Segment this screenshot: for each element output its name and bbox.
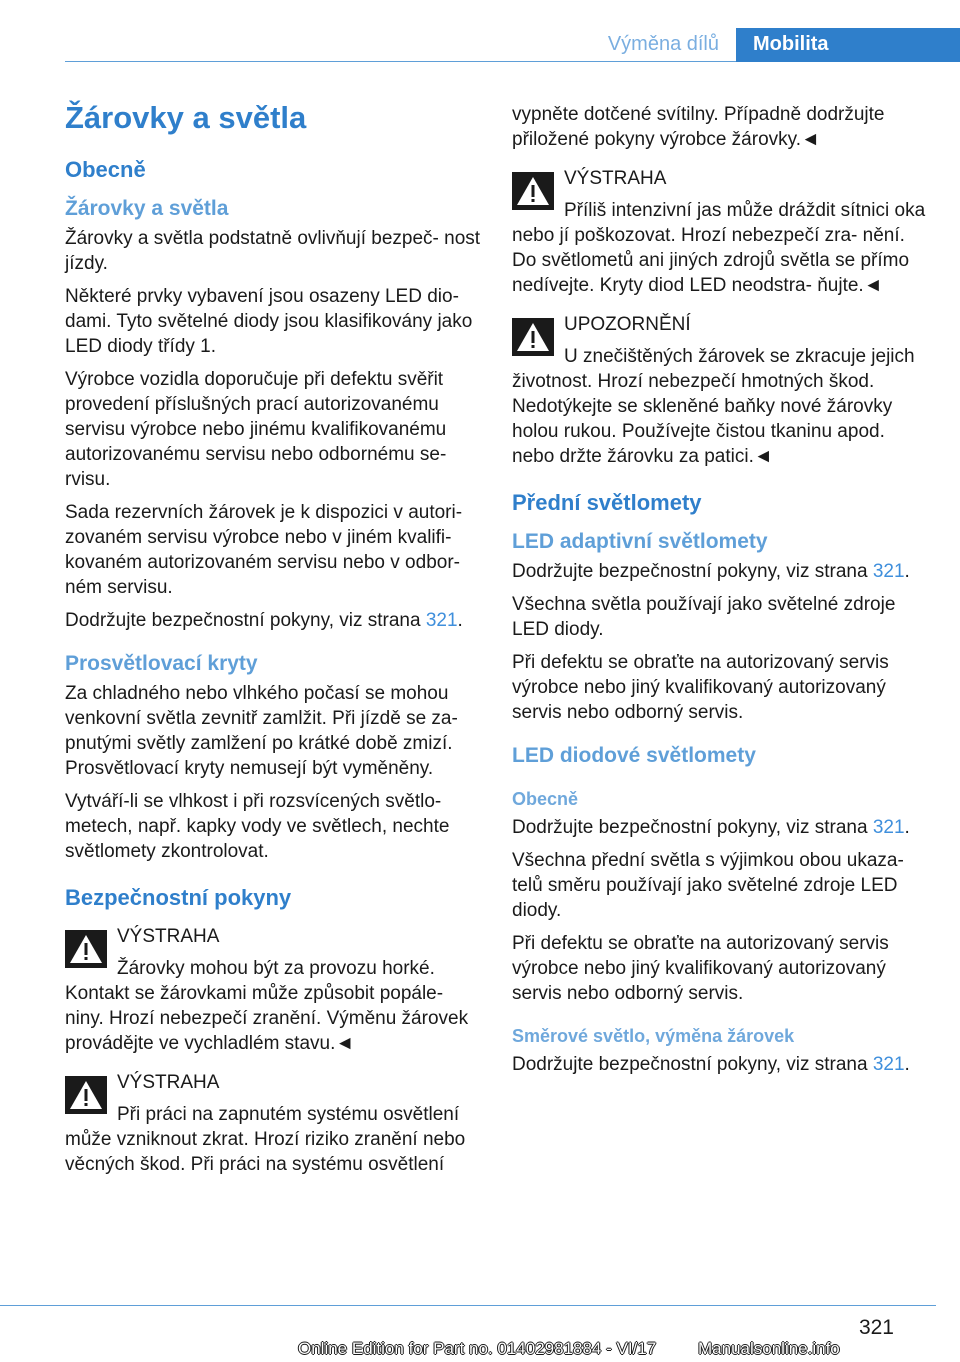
warning-triangle-icon [65,930,107,968]
page-link[interactable]: 321 [872,1054,905,1075]
heading-turn-signal: Směrové světlo, výměna žárovek [512,1026,795,1046]
paragraph-with-link: Dodržujte bezpečnostní pokyny, viz strana 321. [512,561,910,582]
paragraph: Některé prvky vybavení jsou osazeny LED dio‐ dami. Tyto světelné diody jsou klasifikovány jako LED diody třídy 1. [65,286,473,357]
paragraph: Sada rezervních žárovek je k dispozici v autori‐ zovaném servisu výrobce nebo v jiném kvalifi‐ kovaném autorizovaném servisu nebo v odbor‐ ném servisu. [65,502,463,598]
warning-block [65,924,483,1056]
paragraph: Všechna světla používají jako světelné zdroje LED diody. [512,594,896,640]
paragraph: Za chladného nebo vlhkého počasí se mohou venkovní světla zevnitř zamlžit. Při jízdě se za‐ pnutými světly zamlžení po krátké době zmizí. Prosvětlovací kryty nemusejí být vyměněny. [65,683,458,779]
page-title: Žárovky a světla [65,100,307,135]
notice-text: U znečištěných žárovek se zkracuje jejich životnost. Hrozí nebezpečí hmotných škod. Nedotýkejte se skleněné baňky nové žárovky holou rukou. Používejte čistou tkaninu apod. nebo držte žárovku za patici.◄ [512,346,915,467]
notice-title: UPOZORNĚNÍ [564,314,691,335]
paragraph-text: Dodržujte bezpečnostní pokyny, viz strana [512,1054,868,1075]
header-section-tab[interactable]: Výměna dílů [607,33,719,55]
heading-bulbs: Žárovky a světla [65,197,229,220]
warning-triangle-icon [512,318,554,356]
watermark: Manualsonline.info [698,1339,840,1358]
warning-triangle-icon [512,172,554,210]
page-number: 321 [858,1316,894,1339]
warning-title: VÝSTRAHA [117,926,220,947]
paragraph-with-link: Dodržujte bezpečnostní pokyny, viz strana 321. [512,817,910,838]
header-chapter-tab[interactable]: Mobilita [736,28,960,62]
footer-rule [0,1305,936,1306]
paragraph: Vytváří-li se vlhkost i při rozsvícených světlo‐ metech, např. kapky vody ve světlech, nechte světlomety zkontrolovat. [65,791,450,862]
heading-front-lights: Přední světlomety [512,490,702,515]
warning-title: VÝSTRAHA [564,168,667,189]
warning-text: Při práci na zapnutém systému osvětlení může vzniknout zkrat. Hrozí riziko zranění nebo věcných škod. Při práci na systému osvětlení [65,1104,466,1175]
paragraph: Při defektu se obraťte na autorizovaný servis výrobce nebo jiný kvalifikovaný autorizovaný servis nebo odborný servis. [512,652,889,723]
warning-title: VÝSTRAHA [117,1072,220,1093]
paragraph: Žárovky a světla podstatně ovlivňují bezpeč‐ nost jízdy. [65,228,481,274]
paragraph-with-link: Dodržujte bezpečnostní pokyny, viz strana 321. [512,1054,910,1075]
edition-label: Online Edition for Part no. 01402981884 - VI/17 [298,1339,657,1358]
warning-triangle-icon [65,1076,107,1114]
warning-block [65,1070,483,1177]
paragraph: Všechna přední světla s výjimkou obou ukaza‐ telů směru používají jako světelné zdroje LED diody. [512,850,904,921]
notice-block [512,312,932,469]
heading-led-diode: LED diodové světlomety [512,744,756,767]
warning-block [512,166,932,298]
warning-text: Příliš intenzivní jas může dráždit sítnici oka nebo jí poškozovat. Hrozí nebezpečí zra‐ nění. Do světlometů ani jiných zdrojů světla se přímo nedívejte. Kryty diod LED neodstra‐ ňujte.◄ [512,200,926,296]
page-link[interactable]: 321 [425,610,458,631]
paragraph-with-link: Dodržujte bezpečnostní pokyny, viz strana 321. [65,610,463,631]
page-link[interactable]: 321 [872,561,905,582]
warning-text: Žárovky mohou být za provozu horké. Kontakt se žárovkami může způsobit popále‐ niny. Hrozí nebezpečí zranění. Výměnu žárovek provádějte ve vychladlém stavu.◄ [65,958,469,1054]
paragraph-text: Dodržujte bezpečnostní pokyny, viz strana [65,610,421,631]
page-link[interactable]: 321 [872,817,905,838]
paragraph-text: Dodržujte bezpečnostní pokyny, viz strana [512,561,868,582]
paragraph: Výrobce vozidla doporučuje při defektu svěřit provedení příslušných prací autorizovanému servisu výrobce nebo jinému kvalifikovanému autorizovanému servisu nebo odbornému se‐ rvisu. [65,369,447,490]
heading-safety: Bezpečnostní pokyny [65,885,292,910]
heading-general: Obecně [512,789,579,809]
paragraph: Při defektu se obraťte na autorizovaný servis výrobce nebo jiný kvalifikovaný autorizovaný servis nebo odborný servis. [512,933,889,1004]
right-column [512,102,932,1085]
paragraph-text: Dodržujte bezpečnostní pokyny, viz strana [512,817,868,838]
left-column [65,96,483,1191]
heading-led-adaptive: LED adaptivní světlomety [512,530,768,553]
paragraph: vypněte dotčené svítilny. Případně dodržujte přiložené pokyny výrobce žárovky.◄ [512,104,885,150]
heading-covers: Prosvětlovací kryty [65,652,258,675]
heading-general: Obecně [65,157,146,182]
